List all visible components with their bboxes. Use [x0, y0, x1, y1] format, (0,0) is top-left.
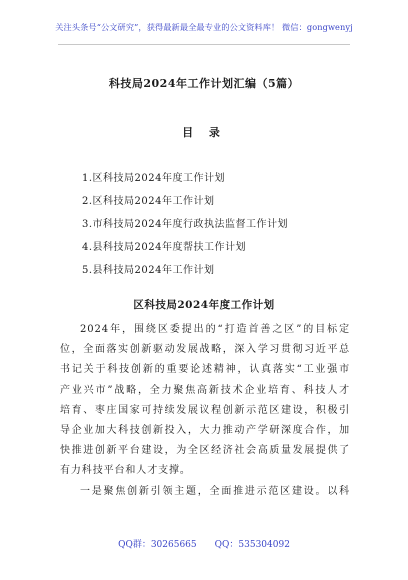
qq-group-label: QQ群：30265665: [118, 540, 197, 550]
paragraph-line: 培育、枣庄国家可持续发展议程创新示范区建设，积极引: [60, 404, 350, 416]
paragraph-line: 位，全面落实创新驱动发展战略，深入学习贯彻习近平总: [60, 344, 350, 356]
paragraph-line: 有力科技平台和人才支撑。: [60, 465, 191, 477]
section-title: 区科技局2024年度工作计划: [133, 299, 275, 311]
document-title: 科技局2024年工作计划汇编（5篇）: [108, 77, 300, 90]
toc-item: 1.区科技局2024年度工作计划: [82, 173, 225, 184]
toc-heading: 目 录: [182, 126, 226, 139]
toc-item: 2.区科技局2024年工作计划: [82, 196, 215, 207]
qq-label: QQ：535304092: [214, 540, 290, 550]
paragraph-line: 导企业加大科技创新投入，大力推动产学研深度合作，加: [60, 424, 350, 436]
header-divider: [58, 44, 350, 45]
toc-item: 5.县科技局2024年工作计划: [82, 265, 215, 276]
paragraph-line: 一是聚焦创新引领主题，全面推进示范区建设。以科: [80, 485, 350, 497]
paragraph-1: [60, 320, 350, 482]
toc-item: 4.县科技局2024年度帮扶工作计划: [82, 242, 246, 253]
paragraph-line: 2024年，围绕区委提出的“打造首善之区”的目标定: [80, 324, 350, 335]
header-banner: 关注头条号“公文研究”，获得最新最全最专业的公文资料库！ 微信：gongwenyj: [55, 22, 353, 32]
paragraph-line: 产业兴市”战略，全力聚焦高新技术企业培育、科技人才: [60, 384, 350, 396]
table-of-contents: [82, 167, 288, 282]
body-text: [60, 320, 350, 502]
paragraph-line: 书记关于科技创新的重要论述精神，认真落实“工业强市: [60, 364, 350, 376]
paragraph-2: [60, 482, 350, 502]
footer-contact: [0, 537, 408, 550]
paragraph-line: 快推进创新平台建设，为全区经济社会高质量发展提供了: [60, 445, 350, 457]
toc-item: 3.市科技局2024年度行政执法监督工作计划: [82, 219, 288, 230]
